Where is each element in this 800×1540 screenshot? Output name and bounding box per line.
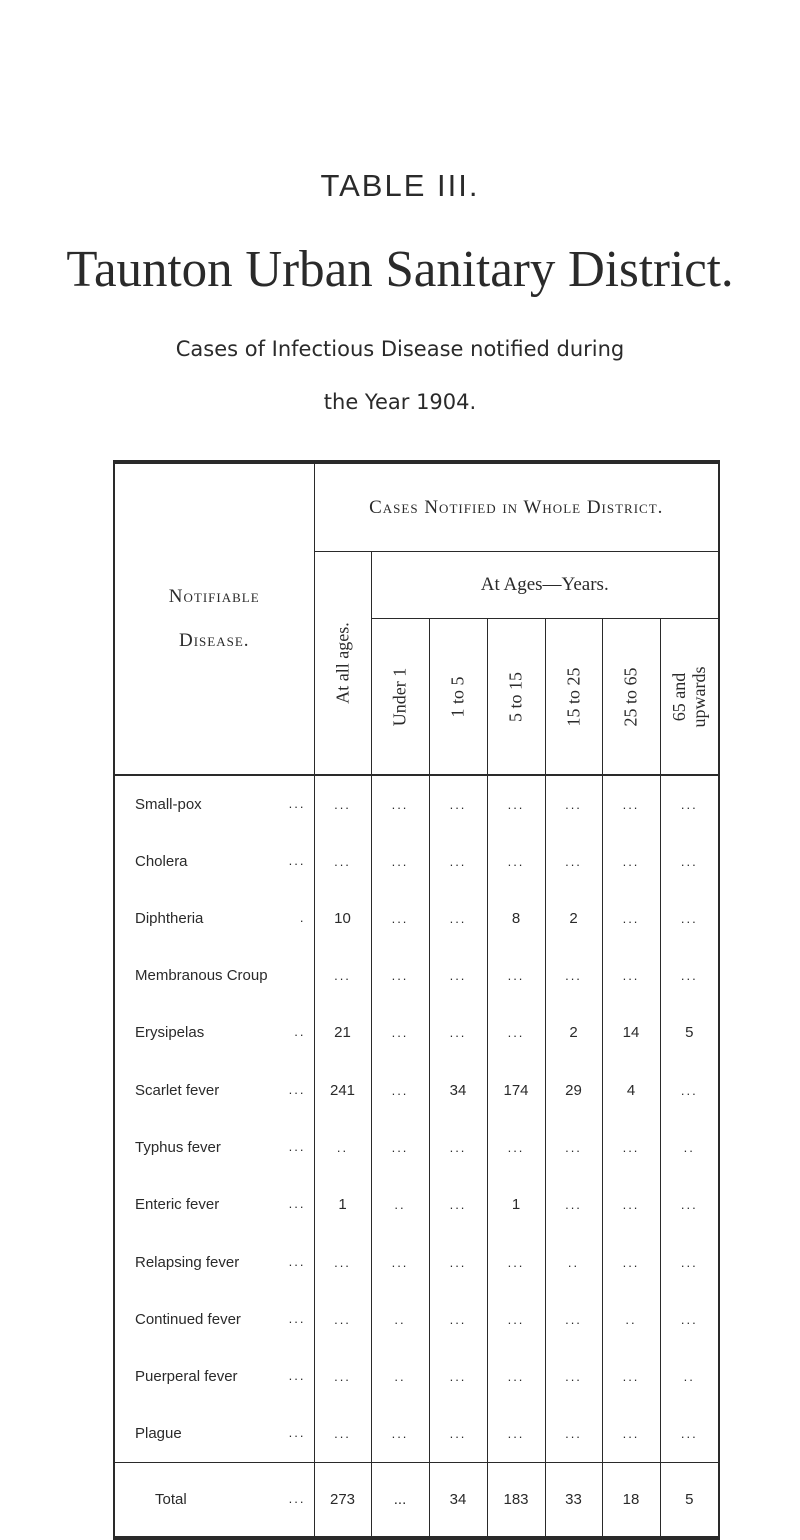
table-row	[114, 1291, 719, 1348]
table-cell: ...	[545, 1291, 602, 1348]
table-cell: ...	[545, 832, 602, 889]
disease-name: Scarlet fever ...	[135, 1081, 306, 1099]
table-cell: 14	[602, 1004, 660, 1061]
table-cell: ...	[660, 1062, 719, 1119]
notification-table	[113, 460, 720, 1540]
col-header-5-to-15: 5 to 15	[487, 619, 545, 775]
table-cell: ...	[371, 1062, 429, 1119]
total-label: Total ...	[114, 1463, 314, 1538]
table-cell: 5	[660, 1004, 719, 1061]
table-cell: ...	[602, 775, 660, 832]
table-cell: ...	[545, 775, 602, 832]
total-cell: 33	[545, 1463, 602, 1538]
disease-header	[114, 462, 314, 775]
table-cell: 10	[314, 890, 371, 947]
table-cell: 29	[545, 1062, 602, 1119]
table-cell: ...	[429, 1176, 487, 1233]
table-cell: ...	[314, 1348, 371, 1405]
table-cell: ...	[371, 947, 429, 1004]
table-cell: ...	[429, 832, 487, 889]
table-cell: 174	[487, 1062, 545, 1119]
table-cell: ...	[429, 890, 487, 947]
disease-label: Disease.	[178, 630, 250, 652]
table-cell: ...	[660, 1405, 719, 1462]
table-cell: ...	[487, 1004, 545, 1061]
table-cell: ...	[660, 832, 719, 889]
disease-name: Continued fever ...	[135, 1310, 306, 1328]
table-row	[114, 1176, 719, 1233]
table-cell: ...	[602, 1176, 660, 1233]
table-cell: ..	[660, 1348, 719, 1405]
table-cell: 2	[545, 1004, 602, 1061]
table-row	[114, 775, 719, 832]
table-cell: ..	[371, 1176, 429, 1233]
table-cell: ...	[371, 832, 429, 889]
table-cell: ...	[371, 1405, 429, 1462]
disease-name: Cholera ...	[135, 852, 306, 870]
disease-name: Membranous Croup	[135, 967, 268, 985]
table-cell: ...	[314, 1405, 371, 1462]
table-cell: 8	[487, 890, 545, 947]
table-row	[114, 1233, 719, 1290]
col-header-1-to-5: 1 to 5	[429, 619, 487, 775]
table-cell: ...	[487, 1405, 545, 1462]
table-cell: ...	[487, 1119, 545, 1176]
table-cell: ...	[660, 1176, 719, 1233]
total-cell: 273	[314, 1463, 371, 1538]
disease-name: Relapsing fever ...	[135, 1253, 306, 1271]
table-cell: ...	[429, 1233, 487, 1290]
col-header-all-ages: At all ages.	[314, 552, 371, 776]
col-header-under-1: Under 1	[371, 619, 429, 775]
table-cell: ...	[487, 1291, 545, 1348]
cases-notified-header: Cases Notified in Whole District.	[314, 462, 719, 552]
disease-name: Puerperal fever ...	[135, 1368, 306, 1386]
total-cell: ...	[371, 1463, 429, 1538]
table-cell: ...	[487, 1233, 545, 1290]
table-cell: ...	[545, 1348, 602, 1405]
table-cell: ..	[545, 1233, 602, 1290]
table-cell: ...	[487, 1348, 545, 1405]
disease-name: Enteric fever ...	[135, 1196, 306, 1214]
table-row	[114, 890, 719, 947]
table-cell: 241	[314, 1062, 371, 1119]
table-cell: ..	[660, 1119, 719, 1176]
table-cell: ...	[545, 947, 602, 1004]
table-cell: ...	[371, 775, 429, 832]
table-cell: ...	[314, 1291, 371, 1348]
subtitle-line-2: the Year 1904.	[323, 390, 477, 414]
table-cell: ...	[602, 947, 660, 1004]
col-header-25-to-65: 25 to 65	[602, 619, 660, 775]
total-cell: 34	[429, 1463, 487, 1538]
total-cell: 183	[487, 1463, 545, 1538]
notifiable-label: Notifiable	[168, 586, 260, 608]
table-cell: ...	[660, 1233, 719, 1290]
table-cell: ...	[429, 1119, 487, 1176]
table-cell: ...	[660, 890, 719, 947]
table-cell: ...	[429, 947, 487, 1004]
table-cell: ...	[314, 832, 371, 889]
table-cell: ...	[314, 947, 371, 1004]
table-row	[114, 1119, 719, 1176]
col-header-65-upwards: 65 and upwards	[660, 619, 719, 775]
table-row	[114, 832, 719, 889]
table-cell: 1	[487, 1176, 545, 1233]
subtitle-line-1: Cases of Infectious Disease notified during	[175, 337, 625, 361]
table-cell: ...	[429, 1348, 487, 1405]
col-header-15-to-25: 15 to 25	[545, 619, 602, 775]
disease-name: Diphtheria .	[135, 909, 306, 927]
table-cell: ...	[545, 1405, 602, 1462]
table-row	[114, 1405, 719, 1462]
table-cell: ...	[371, 1233, 429, 1290]
table-cell: ...	[660, 775, 719, 832]
table-cell: ...	[429, 1004, 487, 1061]
table-cell: ..	[371, 1348, 429, 1405]
table-label: TABLE III.	[320, 168, 480, 203]
table-row	[114, 1062, 719, 1119]
table-cell: ...	[429, 1291, 487, 1348]
total-row	[114, 1463, 719, 1538]
table-cell: ...	[545, 1176, 602, 1233]
table-cell: ...	[602, 890, 660, 947]
table-cell: 4	[602, 1062, 660, 1119]
table-cell: ...	[371, 1119, 429, 1176]
table-cell: ..	[371, 1291, 429, 1348]
table-cell: ..	[602, 1291, 660, 1348]
table-row	[114, 1004, 719, 1061]
table-cell: ...	[429, 775, 487, 832]
table-cell: 2	[545, 890, 602, 947]
disease-name: Erysipelas ..	[135, 1024, 306, 1042]
table-cell: 34	[429, 1062, 487, 1119]
table-cell: ...	[602, 832, 660, 889]
district-title: Taunton Urban Sanitary District.	[66, 241, 734, 298]
disease-name: Plague ...	[135, 1425, 306, 1443]
table-cell: ...	[487, 832, 545, 889]
table-cell: ...	[660, 947, 719, 1004]
total-cell: 18	[602, 1463, 660, 1538]
table-cell: ...	[314, 1233, 371, 1290]
table-cell: ...	[371, 890, 429, 947]
total-cell: 5	[660, 1463, 719, 1538]
table-cell: ...	[429, 1405, 487, 1462]
table-cell: ..	[314, 1119, 371, 1176]
disease-name: Small-pox ...	[135, 795, 306, 813]
table-cell: ...	[487, 947, 545, 1004]
at-ages-header: At Ages—Years.	[371, 552, 719, 619]
table-cell: ...	[602, 1348, 660, 1405]
table-cell: ...	[602, 1233, 660, 1290]
table-cell: ...	[371, 1004, 429, 1061]
table-cell: ...	[602, 1119, 660, 1176]
disease-name: Typhus fever ...	[135, 1139, 306, 1157]
table-row	[114, 947, 719, 1004]
table-cell: ...	[487, 775, 545, 832]
table-cell: ...	[660, 1291, 719, 1348]
table-cell: ...	[545, 1119, 602, 1176]
table-cell: 1	[314, 1176, 371, 1233]
table-row	[114, 1348, 719, 1405]
table-cell: 21	[314, 1004, 371, 1061]
table-cell: ...	[602, 1405, 660, 1462]
table-cell: ...	[314, 775, 371, 832]
